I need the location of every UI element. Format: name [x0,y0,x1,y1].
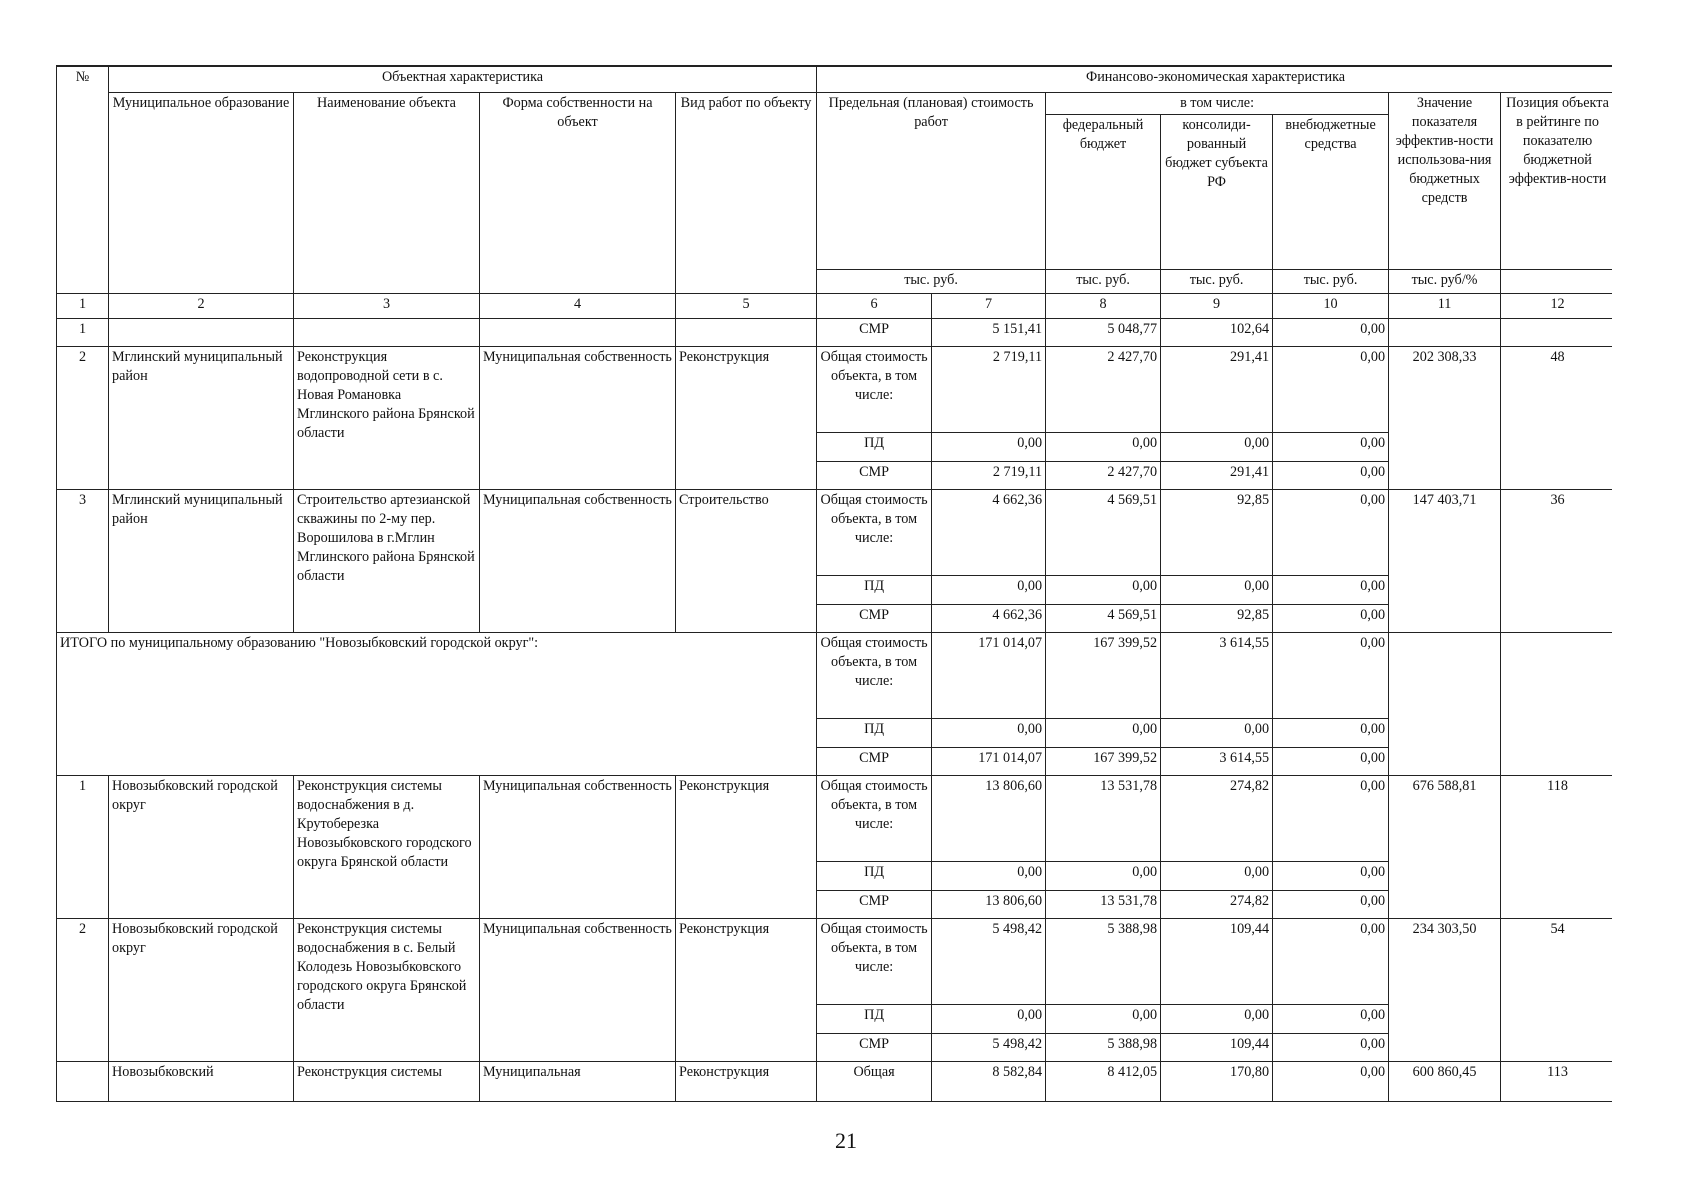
value-cell: 5 388,98 [1046,1033,1161,1061]
cost-type: ПД [817,432,932,461]
header-municipality: Муниципальное образование [109,92,294,293]
table-row [57,1061,1613,1101]
total-label: ИТОГО по муниципальному образованию "Новозыбковский городской округ": [57,632,817,775]
value-cell: 0,00 [1273,718,1389,747]
municipality-cell: Новозыбковский городской округ [109,775,294,918]
value-cell: 291,41 [1161,346,1273,432]
work-type-cell: Реконструкция [676,775,817,918]
ownership-cell: Муниципальная собственность [480,775,676,918]
value-cell: 0,00 [932,432,1046,461]
value-cell: 13 806,60 [932,890,1046,918]
value-cell: 274,82 [1161,890,1273,918]
cost-type: ПД [817,1004,932,1033]
page-number: 21 [835,1128,857,1153]
value-cell: 5 048,77 [1046,318,1161,346]
value-cell: 2 719,11 [932,461,1046,489]
value-cell: 5 388,98 [1046,918,1161,1004]
value-cell: 102,64 [1161,318,1273,346]
column-number: 6 [817,293,932,318]
municipality-cell: Новозыбковский [109,1061,294,1101]
value-cell: 0,00 [1273,890,1389,918]
column-number: 11 [1389,293,1501,318]
object-name-cell: Реконструкция системы водоснабжения в с. Белый Колодезь Новозыбковского городского округа Брянской области [294,918,480,1061]
column-number-row [57,293,1613,318]
position-cell: 118 [1501,775,1612,918]
header-num: № [57,66,109,293]
row-number: 1 [57,318,109,346]
object-name-cell: Реконструкция системы [294,1061,480,1101]
cost-type: СМР [817,1033,932,1061]
cost-type: Общая стоимость объекта, в том числе: [817,918,932,1004]
table-row [57,318,1613,346]
column-number: 7 [932,293,1046,318]
budget-table [56,65,1612,1102]
work-type-cell: Реконструкция [676,346,817,489]
row-number: 3 [57,489,109,632]
value-cell: 0,00 [1273,1061,1389,1101]
unit-cost: тыс. руб. [817,269,1046,293]
value-cell: 0,00 [1046,718,1161,747]
object-name-cell: Строительство артезианской скважины по 2-му пер. Ворошилова в г.Мглин Мглинского района Брянской области [294,489,480,632]
value-cell: 0,00 [1046,861,1161,890]
value-cell: 167 399,52 [1046,747,1161,775]
value-cell: 2 427,70 [1046,346,1161,432]
position-cell: 54 [1501,918,1612,1061]
municipality-cell: Мглинский муниципальный район [109,489,294,632]
header-ownership: Форма собственности на объект [480,92,676,293]
column-number: 4 [480,293,676,318]
value-cell: 0,00 [932,575,1046,604]
value-cell: 3 614,55 [1161,747,1273,775]
indicator-cell: 600 860,45 [1389,1061,1501,1101]
value-cell: 2 427,70 [1046,461,1161,489]
ownership-cell: Муниципальная собственность [480,489,676,632]
column-number: 10 [1273,293,1389,318]
document-sheet [56,65,1612,1102]
value-cell: 0,00 [1161,432,1273,461]
position-cell: 113 [1501,1061,1612,1101]
value-cell: 167 399,52 [1046,632,1161,718]
header-max-cost: Предельная (плановая) стоимость работ [817,92,1046,269]
column-number: 3 [294,293,480,318]
value-cell: 0,00 [1273,1033,1389,1061]
indicator-cell: 676 588,81 [1389,775,1501,918]
header-object-group: Объектная характеристика [109,66,817,92]
unit-federal: тыс. руб. [1046,269,1161,293]
cost-type: СМР [817,890,932,918]
value-cell: 8 582,84 [932,1061,1046,1101]
ownership-cell: Муниципальная собственность [480,918,676,1061]
cost-type: ПД [817,861,932,890]
ownership-cell: Муниципальная собственность [480,346,676,489]
value-cell: 3 614,55 [1161,632,1273,718]
header-object-name: Наименование объекта [294,92,480,293]
header-consolidated: консолиди-рованный бюджет субъекта РФ [1161,114,1273,269]
value-cell: 0,00 [1273,461,1389,489]
value-cell: 0,00 [1161,718,1273,747]
cost-type: ПД [817,575,932,604]
value-cell: 109,44 [1161,1033,1273,1061]
value-cell: 0,00 [1273,632,1389,718]
position-cell: 48 [1501,346,1612,489]
cost-type: Общая стоимость объекта, в том числе: [817,632,932,718]
value-cell: 2 719,11 [932,346,1046,432]
value-cell: 0,00 [932,718,1046,747]
cost-type: ПД [817,718,932,747]
value-cell: 0,00 [932,1004,1046,1033]
value-cell: 0,00 [1273,432,1389,461]
cost-type: Общая стоимость объекта, в том числе: [817,775,932,861]
cost-type: Общая стоимость объекта, в том числе: [817,489,932,575]
header-offbudget: внебюджетные средства [1273,114,1389,269]
column-number: 5 [676,293,817,318]
value-cell: 92,85 [1161,604,1273,632]
table-row [57,918,1613,1004]
value-cell: 0,00 [1273,861,1389,890]
position-cell: 36 [1501,489,1612,632]
work-type-cell: Строительство [676,489,817,632]
column-number: 12 [1501,293,1612,318]
work-type-cell: Реконструкция [676,918,817,1061]
value-cell: 0,00 [1046,575,1161,604]
row-number: 2 [57,346,109,489]
unit-indicator: тыс. руб/% [1389,269,1501,293]
value-cell: 13 531,78 [1046,775,1161,861]
table-row [57,775,1613,861]
value-cell: 13 531,78 [1046,890,1161,918]
column-number: 8 [1046,293,1161,318]
row-number: 1 [57,775,109,918]
value-cell: 274,82 [1161,775,1273,861]
header-indicator: Значение показателя эффектив-ности использова-ния бюджетных средств [1389,92,1501,269]
value-cell: 109,44 [1161,918,1273,1004]
value-cell: 0,00 [932,861,1046,890]
indicator-cell: 202 308,33 [1389,346,1501,489]
column-number: 1 [57,293,109,318]
value-cell: 0,00 [1046,1004,1161,1033]
column-number: 2 [109,293,294,318]
value-cell: 0,00 [1273,604,1389,632]
header-including: в том числе: [1046,92,1389,114]
value-cell: 0,00 [1273,575,1389,604]
value-cell: 5 498,42 [932,918,1046,1004]
header-federal: федеральный бюджет [1046,114,1161,269]
header-work-type: Вид работ по объекту [676,92,817,293]
cost-type: СМР [817,747,932,775]
municipality-cell: Мглинский муниципальный район [109,346,294,489]
indicator-cell: 234 303,50 [1389,918,1501,1061]
unit-consolidated: тыс. руб. [1161,269,1273,293]
value-cell: 0,00 [1273,318,1389,346]
value-cell: 4 569,51 [1046,489,1161,575]
object-name-cell: Реконструкция водопроводной сети в с. Новая Романовка Мглинского района Брянской области [294,346,480,489]
value-cell: 0,00 [1161,861,1273,890]
indicator-cell: 147 403,71 [1389,489,1501,632]
table-row [57,489,1613,575]
value-cell: 4 569,51 [1046,604,1161,632]
unit-empty [1501,269,1612,293]
ownership-cell: Муниципальная [480,1061,676,1101]
value-cell: 0,00 [1161,575,1273,604]
value-cell: 5 498,42 [932,1033,1046,1061]
value-cell: 0,00 [1273,1004,1389,1033]
cost-type: СМР [817,318,932,346]
unit-offbudget: тыс. руб. [1273,269,1389,293]
cost-type: СМР [817,604,932,632]
cost-type: СМР [817,461,932,489]
value-cell: 0,00 [1046,432,1161,461]
object-name-cell: Реконструкция системы водоснабжения в д. Крутоберезка Новозыбковского городского округа Брянской области [294,775,480,918]
row-number: 2 [57,918,109,1061]
value-cell: 291,41 [1161,461,1273,489]
value-cell: 170,80 [1161,1061,1273,1101]
value-cell: 13 806,60 [932,775,1046,861]
cost-type: Общая стоимость объекта, в том числе: [817,346,932,432]
value-cell: 92,85 [1161,489,1273,575]
value-cell: 4 662,36 [932,489,1046,575]
column-number: 9 [1161,293,1273,318]
value-cell: 0,00 [1273,489,1389,575]
value-cell: 0,00 [1273,918,1389,1004]
value-cell: 0,00 [1273,747,1389,775]
value-cell: 171 014,07 [932,632,1046,718]
value-cell: 8 412,05 [1046,1061,1161,1101]
total-row [57,632,1613,718]
value-cell: 5 151,41 [932,318,1046,346]
municipality-cell: Новозыбковский городской округ [109,918,294,1061]
value-cell: 171 014,07 [932,747,1046,775]
value-cell: 4 662,36 [932,604,1046,632]
value-cell: 0,00 [1273,775,1389,861]
value-cell: 0,00 [1161,1004,1273,1033]
header-position: Позиция объекта в рейтинге по показателю бюджетной эффектив-ности [1501,92,1612,269]
work-type-cell: Реконструкция [676,1061,817,1101]
value-cell: 0,00 [1273,346,1389,432]
table-row [57,346,1613,432]
header-finance-group: Финансово-экономическая характеристика [817,66,1612,92]
cost-type: Общая [817,1061,932,1101]
